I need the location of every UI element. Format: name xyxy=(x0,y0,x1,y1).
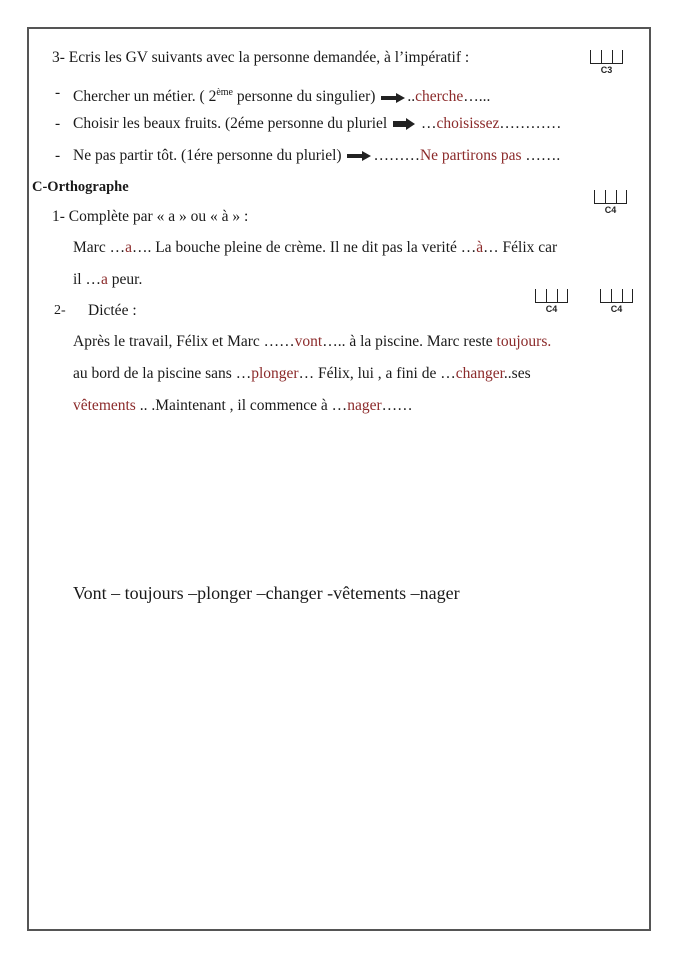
q3-item-2-answer: choisissez xyxy=(436,115,500,132)
dictee-l2-a: au bord de la piscine sans … xyxy=(73,365,252,382)
ex1-l2-b: peur. xyxy=(107,271,143,288)
dictee-line-1 xyxy=(73,332,551,352)
dictee-l1-b: ….. à la piscine. Marc reste xyxy=(322,333,497,350)
ex1-score-box xyxy=(594,190,627,215)
dictee-l2-c: ..ses xyxy=(503,365,531,382)
dictee-line-2 xyxy=(73,364,531,384)
section-c-title: C-Orthographe xyxy=(32,179,129,195)
dictee-l3-b: …… xyxy=(381,397,413,414)
ex1-score-label: C4 xyxy=(604,205,617,215)
ex1-l1-a: Marc … xyxy=(73,239,126,256)
q3-item-1-text2: personne du singulier) xyxy=(236,88,376,106)
q3-item-1-sup: ème xyxy=(216,87,233,98)
dictee-l2-b: … Félix, lui , a fini de … xyxy=(298,365,456,382)
q3-bullet-2: - xyxy=(55,115,61,132)
q3-item-3-pre: ……… xyxy=(373,147,420,164)
q3-item-1-pre: .. xyxy=(407,88,416,106)
ex2-score-label-1: C4 xyxy=(545,304,558,314)
q3-bullet-1: - xyxy=(55,84,61,101)
q3-item-3-post: ……. xyxy=(521,147,561,164)
dictee-answer-plonger: plonger xyxy=(251,365,299,382)
ex1-line-1 xyxy=(73,238,557,258)
dictee-answer-vont: vont xyxy=(294,333,323,350)
q3-item-3-answer: Ne partirons pas xyxy=(419,147,522,164)
dictee-answer-toujours: toujours. xyxy=(496,333,552,350)
q3-bullet-3: - xyxy=(55,147,61,164)
q3-item-1-answer: cherche xyxy=(415,88,464,106)
arrow-right-icon xyxy=(393,118,415,130)
dictee-line-3 xyxy=(73,396,413,416)
ex1-answer-1: a xyxy=(125,239,132,256)
dictee-l3-a: .. .Maintenant , il commence à … xyxy=(135,397,348,414)
ex2-score-box-1 xyxy=(535,289,568,314)
q3-score-box xyxy=(590,50,623,75)
ex2-number: 2- xyxy=(54,303,66,318)
q3-item-1-text: Chercher un métier. ( 2 xyxy=(73,88,217,106)
ex2-title: Dictée : xyxy=(88,302,137,319)
q3-item-3 xyxy=(73,146,560,166)
ex1-title: 1- Complète par « a » ou « à » : xyxy=(52,208,249,225)
q3-item-3-text: Ne pas partir tôt. (1ére personne du pluriel) xyxy=(73,147,342,164)
q3-item-1 xyxy=(73,83,490,107)
ex1-l2-a: il … xyxy=(73,271,101,288)
q3-item-2-text: Choisir les beaux fruits. (2éme personne du pluriel xyxy=(73,115,388,132)
ex1-answer-3: a xyxy=(101,271,108,288)
dictee-l1-a: Après le travail, Félix et Marc …… xyxy=(73,333,295,350)
q3-title: 3- Ecris les GV suivants avec la personne demandée, à l’impératif : xyxy=(52,49,470,66)
arrow-right-icon xyxy=(347,151,371,161)
ex1-l1-b: …. La bouche pleine de crème. Il ne dit pas la verité … xyxy=(131,239,477,256)
ex2-score-box-2 xyxy=(600,289,633,314)
ex1-line-2 xyxy=(73,270,142,290)
ex2-score-label-2: C4 xyxy=(610,304,623,314)
arrow-right-icon xyxy=(381,93,405,103)
q3-item-2-post: ………… xyxy=(499,115,562,132)
q3-item-1-post: …... xyxy=(463,88,491,106)
q3-item-2-pre: … xyxy=(417,115,437,132)
dictee-answer-nager: nager xyxy=(347,397,382,414)
q3-item-2 xyxy=(73,114,561,134)
dictee-answer-vetements: vêtements xyxy=(73,397,136,414)
ex1-l1-c: … Félix car xyxy=(483,239,558,256)
q3-score-label: C3 xyxy=(600,65,613,75)
dictee-answer-changer: changer xyxy=(455,365,504,382)
dictee-word-list: Vont – toujours –plonger –changer -vêtements –nager xyxy=(73,583,460,603)
ex1-answer-2: à xyxy=(476,239,484,256)
